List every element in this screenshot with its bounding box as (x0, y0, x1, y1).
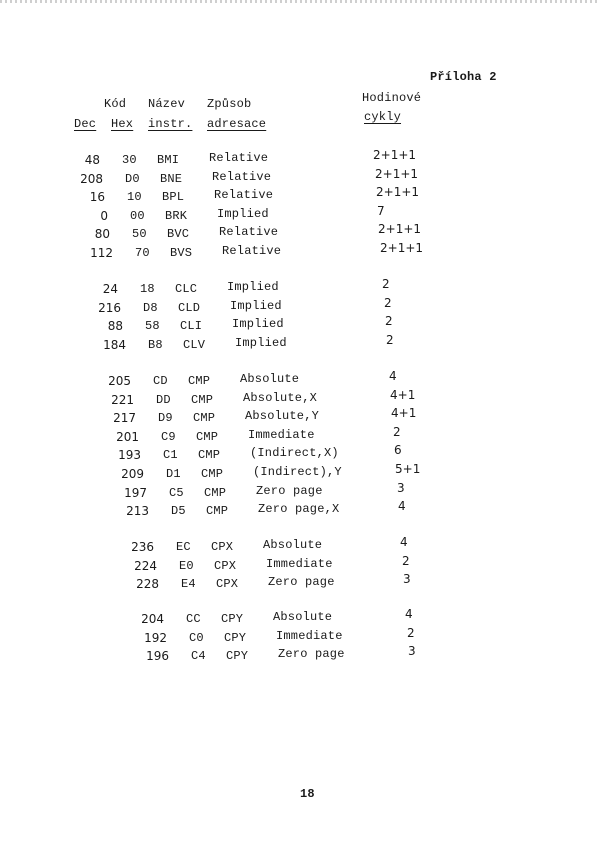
instr-cell: BMI (157, 153, 180, 167)
instr-cell: BVC (167, 227, 190, 241)
instr-cell: CMP (206, 504, 229, 518)
dec-cell: 193 (118, 448, 141, 462)
dec-cell: 224 (134, 559, 157, 573)
cycles-cell: 2+1+1 (378, 222, 422, 236)
hex-cell: D9 (158, 411, 173, 425)
instr-cell: CPX (211, 540, 234, 554)
hex-cell: E0 (179, 559, 194, 573)
cycles-cell: 3 (397, 481, 405, 495)
dec-cell: 236 (131, 540, 154, 554)
instr-cell: CLD (178, 301, 201, 315)
mode-cell: Absolute (273, 610, 333, 624)
instr-cell: CMP (191, 393, 214, 407)
mode-cell: Immediate (248, 428, 315, 442)
header-hex: Hex (111, 117, 134, 131)
dec-cell: 197 (124, 486, 147, 500)
cycles-cell: 3 (408, 644, 416, 658)
hex-cell: 18 (140, 282, 155, 296)
instr-cell: CPY (221, 612, 244, 626)
hex-cell: 00 (130, 209, 145, 223)
dec-cell: 221 (111, 393, 134, 407)
mode-cell: Absolute (240, 372, 300, 386)
dec-cell: 24 (102, 282, 118, 296)
dec-cell: 184 (103, 338, 126, 352)
hex-cell: 30 (122, 153, 137, 167)
hex-cell: D8 (143, 301, 158, 315)
cycles-cell: 2 (402, 554, 410, 568)
hex-cell: D5 (171, 504, 186, 518)
cycles-cell: 4 (400, 535, 408, 549)
instr-cell: BNE (160, 172, 183, 186)
instr-cell: BVS (170, 246, 193, 260)
appendix-title: Příloha 2 (430, 70, 497, 84)
instr-cell: CMP (188, 374, 211, 388)
dec-cell: 208 (80, 172, 103, 186)
hex-cell: EC (176, 540, 191, 554)
cycles-cell: 4+1 (390, 388, 416, 402)
mode-cell: Absolute (263, 538, 323, 552)
hex-cell: C1 (163, 448, 178, 462)
hex-cell: CC (186, 612, 201, 626)
dec-cell: 88 (107, 319, 123, 333)
dec-cell: 209 (121, 467, 144, 481)
mode-cell: Relative (222, 244, 282, 258)
mode-cell: Immediate (266, 557, 333, 571)
mode-cell: Implied (227, 280, 279, 294)
cycles-cell: 2 (393, 425, 401, 439)
hex-cell: C0 (189, 631, 204, 645)
mode-cell: Implied (217, 207, 269, 221)
mode-cell: Absolute,X (243, 391, 318, 405)
cycles-cell: 7 (377, 204, 385, 218)
cycles-cell: 3 (403, 572, 411, 586)
header-kod: Kód (104, 97, 127, 111)
header-zpusob: Způsob (207, 97, 252, 111)
instr-cell: BPL (162, 190, 185, 204)
mode-cell: Absolute,Y (245, 409, 320, 423)
hex-cell: E4 (181, 577, 196, 591)
hex-cell: D1 (166, 467, 181, 481)
dec-cell: 213 (126, 504, 149, 518)
mode-cell: Relative (214, 188, 274, 202)
hex-cell: C5 (169, 486, 184, 500)
hex-cell: B8 (148, 338, 163, 352)
mode-cell: (Indirect,X) (250, 446, 339, 460)
cycles-cell: 2 (384, 296, 392, 310)
mode-cell: Implied (235, 336, 287, 350)
instr-cell: CMP (198, 448, 221, 462)
hex-cell: 58 (145, 319, 160, 333)
instr-cell: BRK (165, 209, 188, 223)
instr-cell: CMP (204, 486, 227, 500)
instr-cell: CLI (180, 319, 203, 333)
header-instr: instr. (148, 117, 193, 131)
instr-cell: CMP (196, 430, 219, 444)
cycles-cell: 2+1+1 (373, 148, 417, 162)
dec-cell: 204 (141, 612, 164, 626)
header-nazev: Název (148, 97, 186, 111)
dec-cell: 196 (146, 649, 169, 663)
cycles-cell: 5+1 (395, 462, 421, 476)
cycles-cell: 6 (394, 443, 402, 457)
instr-cell: CPY (226, 649, 249, 663)
cycles-cell: 2 (382, 277, 390, 291)
cycles-cell: 2 (386, 333, 394, 347)
mode-cell: Immediate (276, 629, 343, 643)
dec-cell: 228 (136, 577, 159, 591)
cycles-cell: 4 (398, 499, 406, 513)
dec-cell: 201 (116, 430, 139, 444)
instr-cell: CPX (214, 559, 237, 573)
dec-cell: 205 (108, 374, 131, 388)
mode-cell: (Indirect),Y (253, 465, 342, 479)
mode-cell: Relative (212, 170, 272, 184)
dec-cell: 216 (98, 301, 121, 315)
hex-cell: DD (156, 393, 171, 407)
instr-cell: CMP (201, 467, 224, 481)
cycles-cell: 2 (407, 626, 415, 640)
header-cykly: cykly (364, 110, 402, 124)
cycles-cell: 2+1+1 (376, 185, 420, 199)
mode-cell: Zero page (256, 484, 323, 498)
hex-cell: CD (153, 374, 168, 388)
cycles-cell: 2+1+1 (375, 167, 419, 181)
hex-cell: C9 (161, 430, 176, 444)
mode-cell: Zero page (278, 647, 345, 661)
header-hodinove: Hodinové (362, 91, 422, 105)
mode-cell: Implied (230, 299, 282, 313)
mode-cell: Zero page,X (258, 502, 340, 516)
hex-cell: 10 (127, 190, 142, 204)
dec-cell: 16 (89, 190, 105, 204)
dec-cell: 48 (84, 153, 100, 167)
dec-cell: 80 (94, 227, 110, 241)
instr-cell: CLC (175, 282, 198, 296)
mode-cell: Implied (232, 317, 284, 331)
mode-cell: Relative (219, 225, 279, 239)
mode-cell: Zero page (268, 575, 335, 589)
instr-cell: CMP (193, 411, 216, 425)
instr-cell: CPY (224, 631, 247, 645)
dec-cell: 0 (100, 209, 108, 223)
dec-cell: 217 (113, 411, 136, 425)
scan-top-edge (0, 0, 600, 3)
header-dec: Dec (74, 117, 97, 131)
dec-cell: 192 (144, 631, 167, 645)
hex-cell: D0 (125, 172, 140, 186)
page-number: 18 (300, 787, 315, 801)
mode-cell: Relative (209, 151, 269, 165)
cycles-cell: 4 (405, 607, 413, 621)
cycles-cell: 4 (389, 369, 397, 383)
cycles-cell: 2 (385, 314, 393, 328)
hex-cell: C4 (191, 649, 206, 663)
instr-cell: CPX (216, 577, 239, 591)
cycles-cell: 4+1 (391, 406, 417, 420)
cycles-cell: 2+1+1 (380, 241, 424, 255)
hex-cell: 70 (135, 246, 150, 260)
instr-cell: CLV (183, 338, 206, 352)
hex-cell: 50 (132, 227, 147, 241)
header-adresace: adresace (207, 117, 267, 131)
dec-cell: 112 (90, 246, 113, 260)
